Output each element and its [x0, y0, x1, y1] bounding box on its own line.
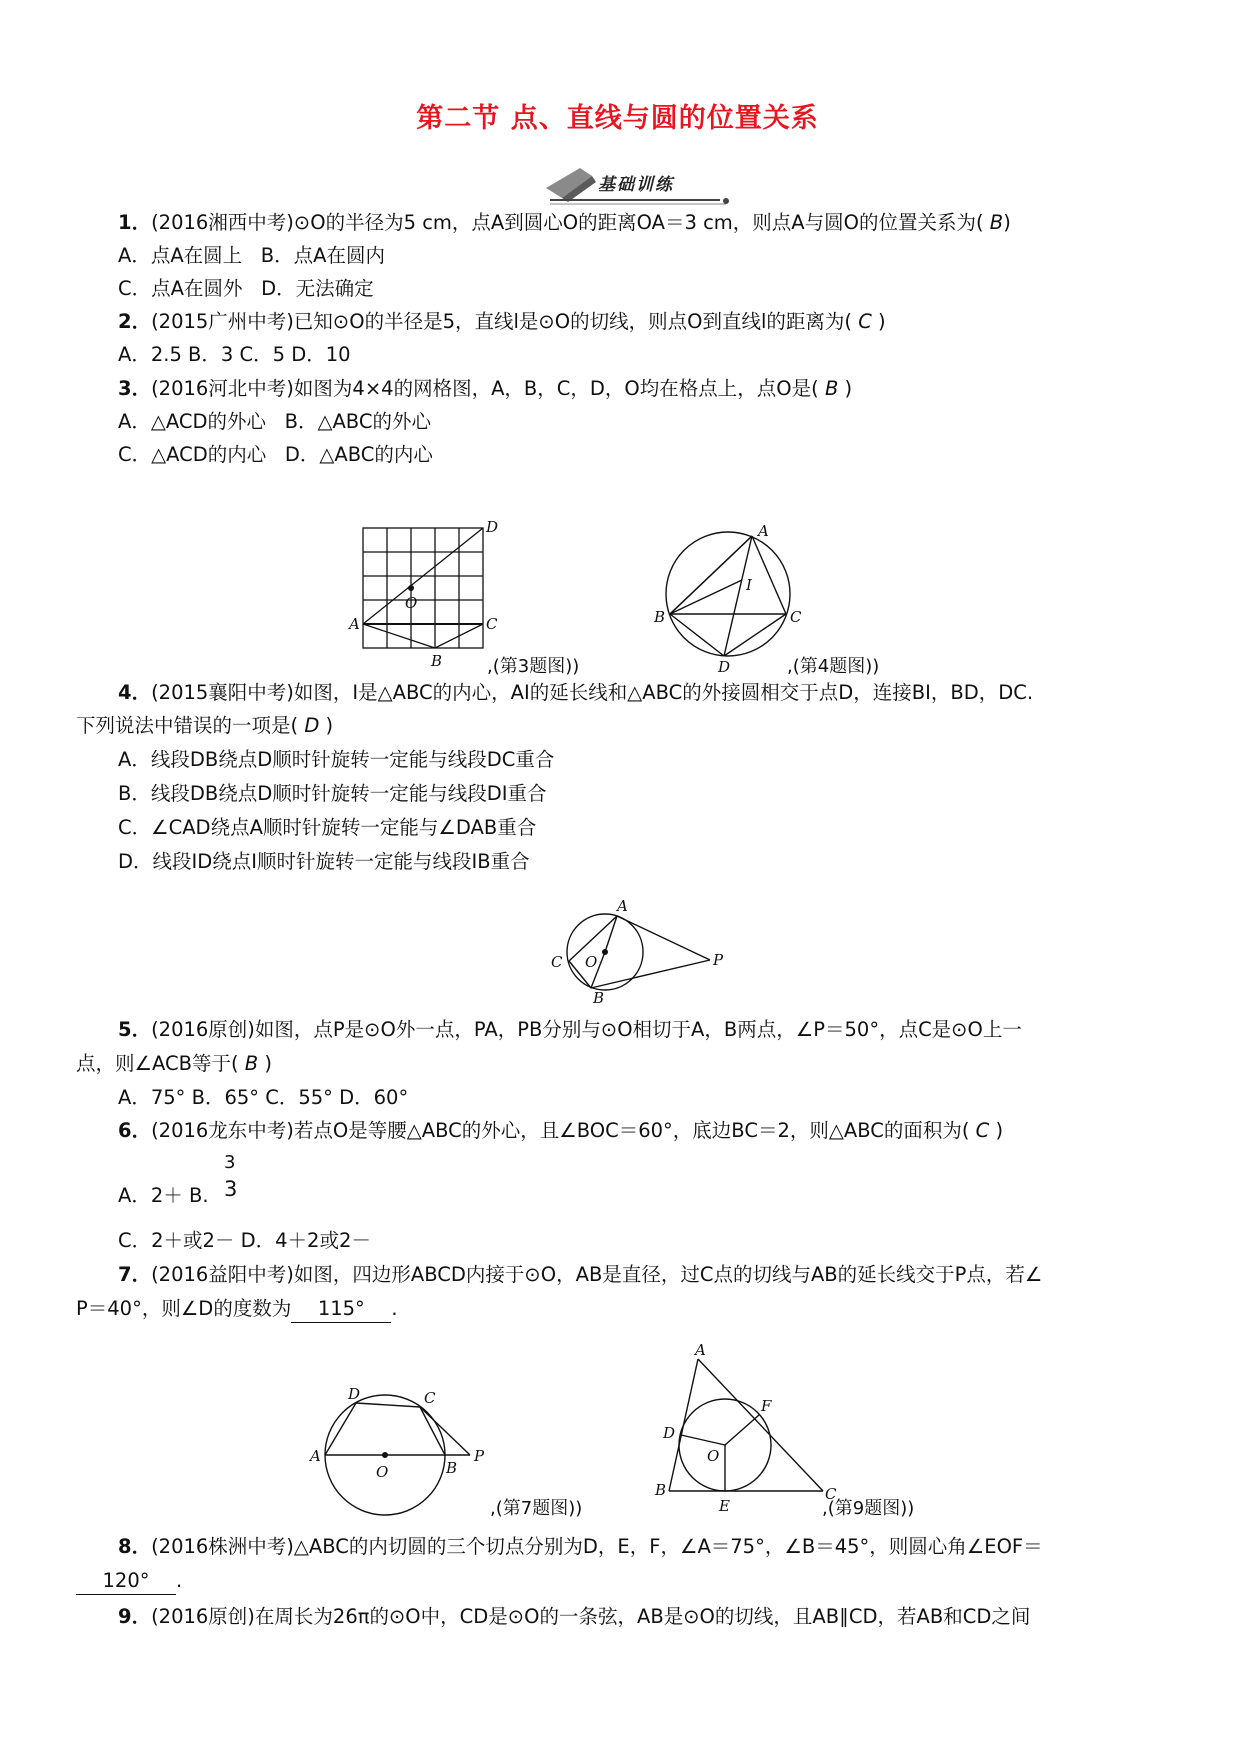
question-text: (2016湘西中考)⊙O的半径为5 cm，点A到圆心O的距离OA＝3 cm，则点A与圆O的位置关系为(	[151, 211, 984, 234]
question-text: (2015广州中考)已知⊙O的半径是5，直线l是⊙O的切线，则点O到直线l的距离为(	[151, 310, 852, 333]
figure-9-incircle-diagram	[655, 1341, 845, 1515]
paren: )	[264, 1052, 272, 1075]
label-o: O	[585, 953, 598, 971]
question-text: (2016株洲中考)△ABC的内切圆的三个切点分别为D，E，F，∠A＝75°，∠B＝45°，则圆心角∠EOF＝	[151, 1535, 1043, 1558]
label-a: A	[310, 1447, 321, 1465]
label-a: A	[695, 1341, 706, 1359]
option-c: C．点A在圆外	[118, 277, 243, 300]
section-badge-label: 基础训练	[598, 175, 674, 195]
options-row: A．75° B．65° C．55° D．60°	[118, 1086, 409, 1109]
label-b: B	[446, 1459, 458, 1477]
label-d: D	[348, 1385, 361, 1403]
figure-4-caption: ,(第4题图))	[787, 656, 880, 677]
options-row	[118, 243, 385, 269]
figure-9-caption: ,(第9题图))	[822, 1498, 915, 1519]
option-a: A．点A在圆上	[118, 244, 243, 267]
label-c: C	[825, 1485, 837, 1503]
question-1	[118, 210, 1011, 236]
answer: D	[304, 714, 320, 737]
label-c: C	[551, 953, 563, 971]
options-row	[118, 442, 433, 468]
fraction-numerator: 3	[224, 1152, 236, 1173]
question-number: 1．	[118, 211, 152, 234]
figure-7-circle-diagram	[310, 1385, 500, 1510]
label-p: P	[474, 1447, 485, 1465]
paren: )	[844, 377, 853, 400]
paren: )	[1003, 211, 1011, 234]
option-b: B．点A在圆内	[260, 244, 386, 267]
question-text: (2016龙东中考)若点O是等腰△ABC的外心，且∠BOC＝60°，底边BC＝2，则△ABC的面积为(	[151, 1119, 970, 1142]
question-text: (2016原创)在周长为26π的⊙O中，CD是⊙O的一条弦，AB是⊙O的切线，且AB∥CD，若AB和CD之间	[151, 1605, 1031, 1628]
fraction-denominator: 3	[224, 1177, 238, 1201]
answer: 120°	[102, 1569, 150, 1592]
question-text: (2015襄阳中考)如图，I是△ABC的内心，AI的延长线和△ABC的外接圆相交于点D，连接BI，BD，DC.	[151, 681, 1034, 704]
label-e: E	[719, 1497, 730, 1515]
question-8	[118, 1534, 1043, 1560]
label-b: B	[593, 989, 605, 1007]
figure-3-grid-diagram	[345, 518, 499, 670]
label-c: C	[486, 615, 498, 633]
question-4	[118, 680, 1033, 706]
period: .	[391, 1297, 398, 1320]
label-b: B	[655, 1481, 667, 1499]
period: .	[176, 1569, 183, 1592]
answer-blank	[291, 1296, 391, 1323]
paren: )	[995, 1119, 1004, 1142]
question-7	[118, 1262, 1042, 1288]
answer: C	[975, 1119, 990, 1142]
question-text: 点，则∠ACB等于(	[76, 1052, 239, 1075]
label-d: D	[663, 1424, 676, 1442]
label-a: A	[758, 522, 769, 540]
answer: B	[244, 1052, 259, 1075]
question-text: (2016河北中考)如图为4×4的网格图，A，B，C，D，O均在格点上，点O是(	[151, 377, 819, 400]
label-o: O	[707, 1447, 720, 1465]
question-8-continued	[76, 1568, 182, 1595]
question-number: 4．	[118, 681, 152, 704]
option-c: C．△ACD的内心	[118, 443, 267, 466]
question-number: 8．	[118, 1535, 152, 1558]
question-number: 7．	[118, 1263, 152, 1286]
page-title: 第二节 点、直线与圆的位置关系	[416, 103, 819, 134]
label-b: B	[431, 652, 443, 670]
options-row: A．2.5 B．3 C．5 D．10	[118, 343, 351, 366]
section-badge	[540, 160, 740, 210]
answer: B	[824, 377, 839, 400]
options-row: C．2＋或2－ D．4＋2或2－	[118, 1229, 371, 1252]
label-i: I	[746, 576, 752, 594]
options-row	[118, 409, 431, 435]
question-9	[118, 1604, 1030, 1630]
label-d: D	[486, 518, 499, 536]
label-p: P	[713, 951, 724, 969]
label-o: O	[376, 1463, 389, 1481]
answer: B	[989, 211, 1004, 234]
question-text: P＝40°，则∠D的度数为	[76, 1297, 292, 1320]
question-3	[118, 376, 852, 402]
question-5-continued	[76, 1051, 272, 1077]
question-2	[118, 309, 886, 335]
option-a: A．△ACD的外心	[118, 410, 266, 433]
option-d: D．线段ID绕点I顺时针旋转一定能与线段IB重合	[118, 850, 530, 873]
question-7-continued	[76, 1296, 398, 1323]
question-number: 3．	[118, 377, 152, 400]
question-number: 9．	[118, 1605, 152, 1628]
label-b: B	[654, 608, 666, 626]
option-c: C．∠CAD绕点A顺时针旋转一定能与∠DAB重合	[118, 816, 537, 839]
question-number: 6．	[118, 1119, 152, 1142]
option-d: D．无法确定	[261, 277, 374, 300]
label-d: D	[718, 658, 731, 676]
label-a: A	[349, 615, 360, 633]
options-row	[118, 276, 374, 302]
question-4-continued	[76, 713, 333, 739]
options-row: A．2＋ B.	[118, 1184, 209, 1207]
question-text: (2016益阳中考)如图，四边形ABCD内接于⊙O，AB是直径，过C点的切线与AB的延长线交于P点，若∠	[151, 1263, 1043, 1286]
answer: C	[858, 310, 872, 333]
answer-blank	[76, 1568, 176, 1595]
figure-4-circle-diagram	[650, 522, 810, 676]
question-text: (2016原创)如图，点P是⊙O外一点，PA，PB分别与⊙O相切于A，B两点，∠P＝50°，点C是⊙O上一	[151, 1018, 1022, 1041]
paren: )	[878, 310, 886, 333]
label-c: C	[790, 608, 802, 626]
label-a: A	[617, 897, 628, 915]
figure-3-caption: ,(第3题图))	[487, 656, 580, 677]
label-f: F	[761, 1397, 772, 1415]
option-b: B．线段DB绕点D顺时针旋转一定能与线段DI重合	[118, 782, 547, 805]
option-b: B．△ABC的外心	[284, 410, 431, 433]
paren: )	[325, 714, 334, 737]
figure-7-caption: ,(第7题图))	[490, 1498, 583, 1519]
question-number: 5．	[118, 1018, 152, 1041]
option-a: A．线段DB绕点D顺时针旋转一定能与线段DC重合	[118, 748, 555, 771]
option-d: D．△ABC的内心	[284, 443, 433, 466]
answer: 115°	[317, 1297, 365, 1320]
question-number: 2．	[118, 310, 152, 333]
label-o: O	[405, 594, 418, 612]
question-6	[118, 1118, 1003, 1144]
question-text: 下列说法中错误的一项是(	[76, 714, 299, 737]
figure-5-tangent-diagram	[545, 895, 730, 1010]
label-c: C	[424, 1389, 436, 1407]
question-5	[118, 1017, 1022, 1043]
